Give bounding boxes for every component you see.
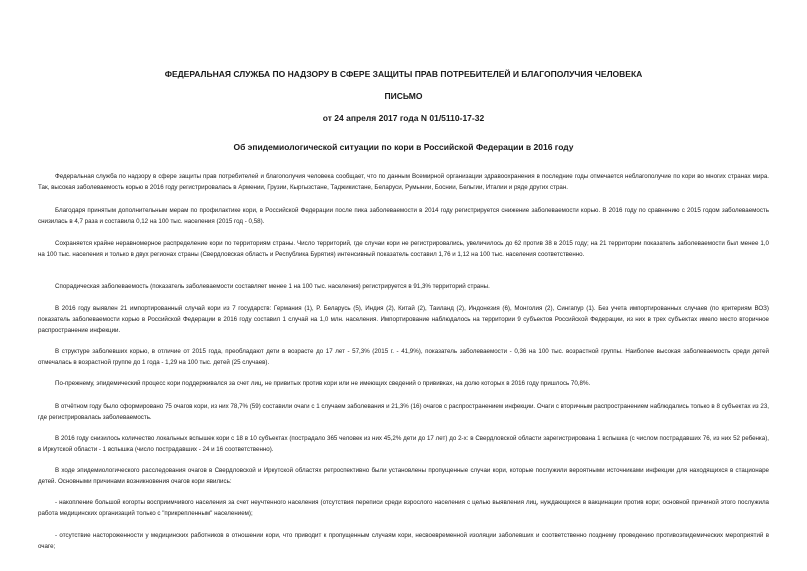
body-paragraph-4: Спорадическая заболеваемость (показатель заболеваемости составляет менее 1 на 100 тыс. населения) регистрируется в 91,3% территорий страны. bbox=[55, 283, 490, 290]
body-paragraph-9: В 2016 году снизилось количество локальных вспышек кори с 18 в 10 субъектах (пострадало 365 человек из них 45,2% дети до 17 лет) до 2-х: в Свердловской области зарегистрирована 1 вспышка (с числом пострадавших 76, из них 52 ребенка), в Иркутской области - 1 вспышка (число пострадавших - 24 и 16 соответственно). bbox=[38, 435, 769, 453]
body-paragraph-2: Благодаря принятым дополнительным мерам по профилактике кори, в Российской Федерации после пика заболеваемости в 2014 году регистрируется снижение заболеваемости корью. В 2016 году по сравнению с 2015 годом заболеваемость снизилась в 4,7 раза и составила 0,12 на 100 тыс. населения (2015 год - 0,58). bbox=[38, 207, 769, 225]
agency-heading: ФЕДЕРАЛЬНАЯ СЛУЖБА ПО НАДЗОРУ В СФЕРЕ ЗАЩИТЫ ПРАВ ПОТРЕБИТЕЛЕЙ И БЛАГОПОЛУЧИЯ ЧЕЛОВЕКА bbox=[164, 69, 643, 79]
document-subject-title: Об эпидемиологической ситуации по кори в Российской Федерации в 2016 году bbox=[233, 142, 574, 152]
body-paragraph-11: - накопление большой когорты восприимчивого населения за счет неучтенного населения (отсутствия переписи среди взрослого населения с целью выявления лиц, нуждающихся в вакцинации против кори; основной причиной этого послужила работа медицинских организаций только с "прикрепленным" населением); bbox=[38, 499, 769, 517]
body-paragraph-5: В 2016 году выявлен 21 импортированный случай кори из 7 государств: Германия (1), Р. Беларусь (5), Индия (2), Китай (2), Таиланд (2), Индонезия (6), Монголия (2), Сингапур (1). Без учета импортированных случаев (по критериям ВОЗ) показатель заболеваемости корью в Российской Федерации в 2016 году составил 1 случай на 1,0 млн. населения. Импортирование наблюдалось на территории 9 субъектов Российской Федерации, из них в трех субъектах имело место вторичное распространение инфекции. bbox=[38, 305, 769, 334]
body-paragraph-7: По-прежнему, эпидемический процесс кори поддерживался за счет лиц, не привитых против кори или не имеющих сведений о прививках, на долю которых в 2016 году пришлось 70,8%. bbox=[55, 380, 591, 387]
date-number-line: от 24 апреля 2017 года N 01/5110-17-32 bbox=[322, 113, 485, 123]
body-paragraph-6: В структуре заболевших корью, в отличие от 2015 года, преобладают дети в возрасте до 17 лет - 57,3% (2015 г. - 41,9%), показатель заболеваемости - 0,36 на 100 тыс. возрастной группы. Наиболее высокая заболеваемость среди детей отмечалась в возрастной группе до 1 года - 1,29 на 100 тыс. детей (25 случаев). bbox=[38, 348, 769, 366]
document-type-heading: ПИСЬМО bbox=[384, 91, 423, 101]
body-paragraph-10: В ходе эпидемиологического расследования очагов в Свердловской и Иркутской областях ретроспективно были установлены пропущенные случаи кори, которые послужили вероятными источниками инфекции для находящихся в стационаре детей. Основными причинами возникновения очагов кори явились: bbox=[38, 467, 769, 485]
body-paragraph-1: Федеральная служба по надзору в сфере защиты прав потребителей и благополучия человека сообщает, что по данным Всемирной организации здравоохранения в последние годы отмечается неблагополучие по кори во многих странах мира. Так, высокая заболеваемость корью в 2016 году регистрировалась в Армении, Грузии, Кыргызстане, Таджикистане, Беларуси, Румынии, Боснии, Бельгии, Италии и ряде других стран. bbox=[38, 173, 769, 191]
body-paragraph-8: В отчётном году было сформировано 75 очагов кори, из них 78,7% (59) составили очаги с 1 случаем заболевания и 21,3% (16) очагов с распространением инфекции. Очаги с вторичным распространением наблюдались только в 8 субъектах из 23, где регистрировалась заболеваемость. bbox=[38, 403, 769, 421]
body-paragraph-3: Сохраняется крайне неравномерное распределение кори по территориям страны. Число территорий, где случаи кори не регистрировались, увеличилось до 62 против 38 в 2015 году; на 21 территории показатель заболеваемости был менее 1,0 на 100 тыс. населения и только в двух регионах страны (Свердловская область и Республика Бурятия) интенсивный показатель составил 1,76 и 1,12 на 100 тыс. населения соответственно. bbox=[38, 240, 769, 258]
body-paragraph-12: - отсутствие настороженности у медицинских работников в отношении кори, что приводит к пропущенным случаям кори, несвоевременной изоляции заболевших и соответственно позднему проведению противоэпидемических мероприятий в очаге; bbox=[38, 532, 769, 550]
